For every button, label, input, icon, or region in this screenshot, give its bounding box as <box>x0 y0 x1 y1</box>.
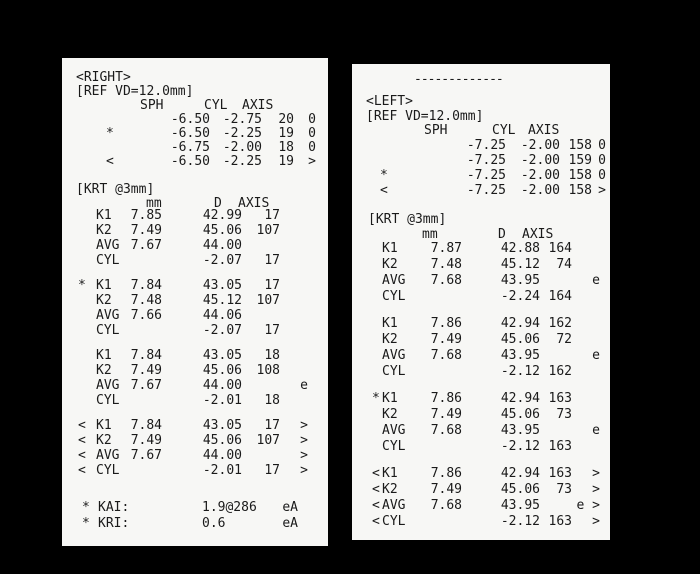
right-krt-mm: 7.49 <box>130 433 162 448</box>
right-krt-axis: 17 <box>264 253 280 268</box>
right-krt-marker: < <box>78 448 86 463</box>
right-krt-diopter: 45.06 <box>202 223 242 238</box>
left-krt-diopter: -2.12 <box>500 514 540 529</box>
right-krt-mm: 7.84 <box>130 348 162 363</box>
left-krt-flag: e <box>592 273 600 288</box>
left-ref-sph: -7.25 <box>466 168 506 183</box>
left-krt-flag: e <box>592 423 600 438</box>
left-ref-cyl: -2.00 <box>520 138 560 153</box>
right-krt-diopter: 43.05 <box>202 418 242 433</box>
left-krt-mm: 7.48 <box>430 257 462 272</box>
left-krt-col-mm: mm <box>422 227 438 242</box>
right-krt-diopter: -2.01 <box>202 393 242 408</box>
left-krt-col-axis: AXIS <box>522 227 554 242</box>
right-ref-quality: 0 <box>308 126 316 141</box>
left-krt-label: AVG <box>382 423 406 438</box>
right-index-unit: eA <box>282 516 298 531</box>
left-ref-marker: * <box>380 168 388 183</box>
right-ref-cyl: -2.25 <box>222 154 262 169</box>
right-krt-axis: 18 <box>264 393 280 408</box>
right-ref-marker: * <box>106 126 114 141</box>
right-krt-diopter: 43.05 <box>202 278 242 293</box>
left-krt-diopter: -2.24 <box>500 289 540 304</box>
right-krt-axis: 17 <box>264 463 280 478</box>
right-krt-mm: 7.67 <box>130 448 162 463</box>
left-krt-axis: 163 <box>548 466 572 481</box>
left-ref-sph: -7.25 <box>466 183 506 198</box>
right-krt-axis: 18 <box>264 348 280 363</box>
left-krt-mm: 7.68 <box>430 348 462 363</box>
left-ref-quality: 0 <box>598 138 606 153</box>
left-ref-cyl: -2.00 <box>520 183 560 198</box>
left-krt-diopter: -2.12 <box>500 364 540 379</box>
left-krt-diopter: 42.94 <box>500 316 540 331</box>
left-krt-mm: 7.68 <box>430 273 462 288</box>
right-krt-label: K1 <box>96 208 112 223</box>
left-krt-label: K2 <box>382 257 398 272</box>
left-krt-label: AVG <box>382 348 406 363</box>
right-krt-label: CYL <box>96 463 120 478</box>
left-krt-diopter: -2.12 <box>500 439 540 454</box>
right-ref-sph: -6.75 <box>170 140 210 155</box>
right-krt-diopter: 45.12 <box>202 293 242 308</box>
right-krt-diopter: 44.00 <box>202 238 242 253</box>
right-ref-col-sph: SPH <box>140 98 164 113</box>
right-ref-sph: -6.50 <box>170 154 210 169</box>
right-ref-axis: 19 <box>278 154 294 169</box>
right-ref-axis: 18 <box>278 140 294 155</box>
right-header: <RIGHT> <box>76 70 131 85</box>
right-ref-col-axis: AXIS <box>242 98 274 113</box>
right-krt-flag: > <box>300 418 308 433</box>
right-ref-cyl: -2.75 <box>222 112 262 127</box>
left-krt-marker: < <box>372 514 380 529</box>
left-krt-label: K2 <box>382 332 398 347</box>
right-krt-mm: 7.48 <box>130 293 162 308</box>
right-krt-label: K2 <box>96 293 112 308</box>
right-krt-axis: 108 <box>256 363 280 378</box>
left-krt-axis: 73 <box>556 482 572 497</box>
right-krt-label: AVG <box>96 448 120 463</box>
left-krt-label: AVG <box>382 498 406 513</box>
right-krt-axis: 107 <box>256 223 280 238</box>
left-krt-marker: < <box>372 498 380 513</box>
right-krt-mm: 7.67 <box>130 378 162 393</box>
right-krt-diopter: 42.99 <box>202 208 242 223</box>
right-ref-title: [REF VD=12.0mm] <box>76 84 194 99</box>
left-krt-diopter: 45.06 <box>500 482 540 497</box>
left-krt-diopter: 43.95 <box>500 273 540 288</box>
right-index-unit: eA <box>282 500 298 515</box>
left-ref-cyl: -2.00 <box>520 153 560 168</box>
left-krt-diopter: 45.12 <box>500 257 540 272</box>
left-krt-diopter: 42.94 <box>500 391 540 406</box>
left-krt-mm: 7.49 <box>430 407 462 422</box>
right-index-marker: * <box>82 500 90 515</box>
left-krt-axis: 74 <box>556 257 572 272</box>
left-krt-label: CYL <box>382 514 406 529</box>
left-ref-col-axis: AXIS <box>528 123 560 138</box>
right-krt-diopter: 45.06 <box>202 363 242 378</box>
left-krt-mm: 7.68 <box>430 498 462 513</box>
tear-dashes: ------------- <box>414 72 503 87</box>
left-ref-sph: -7.25 <box>466 138 506 153</box>
right-krt-label: AVG <box>96 238 120 253</box>
left-krt-title: [KRT @3mm] <box>368 212 447 227</box>
left-krt-axis: 164 <box>548 289 572 304</box>
left-krt-axis: 72 <box>556 332 572 347</box>
left-krt-flag: > <box>592 482 600 497</box>
right-krt-marker: < <box>78 433 86 448</box>
right-krt-diopter: -2.07 <box>202 253 242 268</box>
left-krt-axis: 163 <box>548 514 572 529</box>
right-krt-diopter: 44.06 <box>202 308 242 323</box>
right-krt-mm: 7.84 <box>130 278 162 293</box>
left-krt-axis: 163 <box>548 439 572 454</box>
right-krt-marker: < <box>78 418 86 433</box>
left-eye-printout <box>352 64 610 540</box>
right-ref-sph: -6.50 <box>170 126 210 141</box>
right-krt-label: K1 <box>96 418 112 433</box>
left-krt-axis: 164 <box>548 241 572 256</box>
right-krt-mm: 7.85 <box>130 208 162 223</box>
left-ref-sph: -7.25 <box>466 153 506 168</box>
right-krt-axis: 17 <box>264 208 280 223</box>
left-krt-label: K2 <box>382 407 398 422</box>
left-krt-col-d: D <box>498 227 506 242</box>
right-krt-diopter: 44.00 <box>202 378 242 393</box>
left-krt-label: CYL <box>382 364 406 379</box>
right-krt-label: AVG <box>96 308 120 323</box>
right-krt-col-axis: AXIS <box>238 196 270 211</box>
left-ref-axis: 158 <box>568 183 592 198</box>
right-krt-label: CYL <box>96 323 120 338</box>
right-krt-mm: 7.84 <box>130 418 162 433</box>
right-krt-flag: > <box>300 433 308 448</box>
left-krt-label: K1 <box>382 241 398 256</box>
left-krt-flag: > <box>592 514 600 529</box>
right-ref-quality: 0 <box>308 140 316 155</box>
right-krt-axis: 17 <box>264 418 280 433</box>
right-ref-axis: 19 <box>278 126 294 141</box>
right-krt-label: CYL <box>96 253 120 268</box>
right-eye-printout <box>62 58 328 546</box>
right-krt-diopter: -2.01 <box>202 463 242 478</box>
left-krt-diopter: 43.95 <box>500 423 540 438</box>
right-krt-axis: 17 <box>264 278 280 293</box>
right-index-label: KRI: <box>98 516 130 531</box>
right-krt-label: K1 <box>96 348 112 363</box>
right-krt-label: K2 <box>96 363 112 378</box>
left-krt-label: K1 <box>382 466 398 481</box>
left-krt-mm: 7.86 <box>430 316 462 331</box>
left-krt-marker: * <box>372 391 380 406</box>
left-ref-marker: < <box>380 183 388 198</box>
left-krt-diopter: 45.06 <box>500 332 540 347</box>
right-krt-label: K2 <box>96 223 112 238</box>
left-krt-diopter: 43.95 <box>500 498 540 513</box>
left-krt-mm: 7.49 <box>430 332 462 347</box>
right-krt-diopter: 44.00 <box>202 448 242 463</box>
left-krt-label: CYL <box>382 439 406 454</box>
right-krt-marker: < <box>78 463 86 478</box>
right-krt-axis: 17 <box>264 323 280 338</box>
left-ref-quality: 0 <box>598 168 606 183</box>
left-krt-diopter: 42.94 <box>500 466 540 481</box>
left-ref-quality: 0 <box>598 153 606 168</box>
right-krt-mm: 7.49 <box>130 363 162 378</box>
right-ref-sph: -6.50 <box>170 112 210 127</box>
right-index-value: 0.6 <box>202 516 226 531</box>
left-krt-diopter: 43.95 <box>500 348 540 363</box>
left-krt-mm: 7.86 <box>430 391 462 406</box>
left-krt-flag: > <box>592 466 600 481</box>
right-ref-col-cyl: CYL <box>204 98 228 113</box>
left-ref-title: [REF VD=12.0mm] <box>366 109 484 124</box>
right-krt-axis: 107 <box>256 433 280 448</box>
left-krt-mm: 7.49 <box>430 482 462 497</box>
left-krt-axis: 162 <box>548 364 572 379</box>
left-ref-axis: 159 <box>568 153 592 168</box>
right-index-value: 1.9@286 <box>202 500 257 515</box>
right-krt-flag: > <box>300 448 308 463</box>
left-krt-axis: 73 <box>556 407 572 422</box>
right-ref-quality: 0 <box>308 112 316 127</box>
left-krt-axis: 162 <box>548 316 572 331</box>
left-krt-flag: e > <box>576 498 600 513</box>
left-krt-mm: 7.68 <box>430 423 462 438</box>
right-krt-label: K1 <box>96 278 112 293</box>
right-ref-axis: 20 <box>278 112 294 127</box>
right-krt-col-mm: mm <box>146 196 162 211</box>
left-krt-diopter: 42.88 <box>500 241 540 256</box>
right-krt-diopter: -2.07 <box>202 323 242 338</box>
right-krt-title: [KRT @3mm] <box>76 182 155 197</box>
left-krt-diopter: 45.06 <box>500 407 540 422</box>
left-ref-axis: 158 <box>568 168 592 183</box>
right-krt-label: AVG <box>96 378 120 393</box>
right-ref-marker: < <box>106 154 114 169</box>
right-krt-flag: e <box>300 378 308 393</box>
right-krt-col-d: D <box>214 196 222 211</box>
left-ref-col-cyl: CYL <box>492 123 516 138</box>
left-krt-label: K1 <box>382 316 398 331</box>
right-krt-axis: 107 <box>256 293 280 308</box>
left-krt-marker: < <box>372 466 380 481</box>
left-krt-label: K2 <box>382 482 398 497</box>
left-krt-marker: < <box>372 482 380 497</box>
right-krt-label: CYL <box>96 393 120 408</box>
right-krt-flag: > <box>300 463 308 478</box>
right-krt-mm: 7.66 <box>130 308 162 323</box>
left-ref-col-sph: SPH <box>424 123 448 138</box>
right-krt-mm: 7.49 <box>130 223 162 238</box>
right-ref-quality: > <box>308 154 316 169</box>
left-krt-flag: e <box>592 348 600 363</box>
right-index-marker: * <box>82 516 90 531</box>
left-krt-label: K1 <box>382 391 398 406</box>
right-krt-mm: 7.67 <box>130 238 162 253</box>
left-krt-axis: 163 <box>548 391 572 406</box>
right-krt-diopter: 43.05 <box>202 348 242 363</box>
right-ref-cyl: -2.00 <box>222 140 262 155</box>
right-krt-diopter: 45.06 <box>202 433 242 448</box>
right-index-label: KAI: <box>98 500 130 515</box>
left-krt-label: AVG <box>382 273 406 288</box>
left-ref-quality: > <box>598 183 606 198</box>
left-krt-mm: 7.87 <box>430 241 462 256</box>
left-ref-axis: 158 <box>568 138 592 153</box>
left-header: <LEFT> <box>366 94 413 109</box>
left-krt-mm: 7.86 <box>430 466 462 481</box>
right-krt-label: K2 <box>96 433 112 448</box>
right-ref-cyl: -2.25 <box>222 126 262 141</box>
left-krt-label: CYL <box>382 289 406 304</box>
right-krt-marker: * <box>78 278 86 293</box>
left-ref-cyl: -2.00 <box>520 168 560 183</box>
